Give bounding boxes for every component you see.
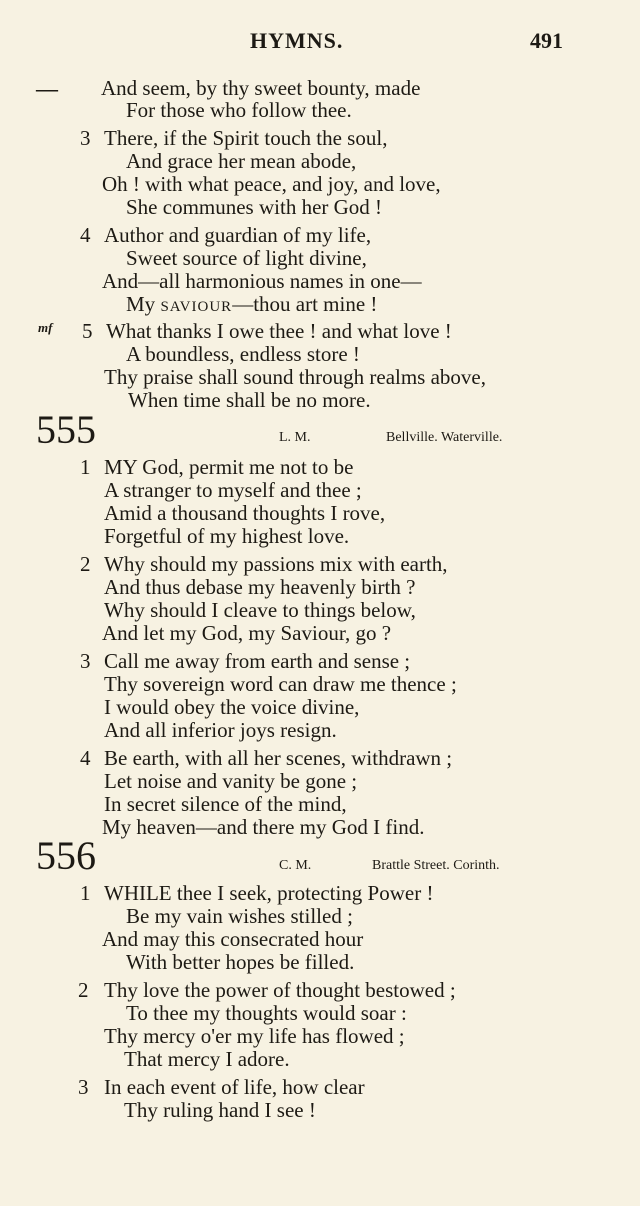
page-header [0,28,640,58]
hymn-meter: L. M. [279,430,311,445]
verse-line: To thee my thoughts would soar : [126,1001,407,1025]
hymn-meter: C. M. [279,858,312,873]
hymn-tunes: Brattle Street. Corinth. [372,858,500,873]
verse-line: Oh ! with what peace, and joy, and love, [102,172,441,196]
verse-line: I would obey the voice divine, [104,695,360,719]
verse-line: Be my vain wishes stilled ; [126,904,353,928]
verse-line: With better hopes be filled. [126,950,355,974]
verse-line: Why should I cleave to things below, [104,598,416,622]
verse-line: And grace her mean abode, [126,149,357,173]
verse-line: Thy ruling hand I see ! [124,1098,316,1122]
verse-line: Author and guardian of my life, [104,223,372,247]
verse-line: WHILE thee I seek, protecting Power ! [104,881,434,905]
stanza-number: 1 [80,455,91,479]
verse-line: Be earth, with all her scenes, withdrawn ; [104,746,453,770]
stanza-number: 3 [80,649,91,673]
verse-line: Let noise and vanity be gone ; [104,769,358,793]
verse-line: Thy love the power of thought bestowed ; [104,978,456,1002]
verse-line: Call me away from earth and sense ; [104,649,411,673]
verse-line: In each event of life, how clear [104,1075,365,1099]
hymn-number: 555 [36,407,96,452]
verse-line: Forgetful of my highest love. [104,524,350,548]
verse-text: My [126,292,161,316]
stanza-number: 4 [80,746,91,770]
stanza-number: 3 [80,126,91,150]
stanza-number: 3 [78,1075,89,1099]
stanza-number: 5 [82,319,93,343]
verse-line: For those who follow thee. [126,98,352,122]
hymn-number: 556 [36,833,96,878]
verse-line: Amid a thousand thoughts I rove, [104,501,386,525]
verse-line: A boundless, endless store ! [126,342,360,366]
verse-line: When time shall be no more. [128,388,371,412]
verse-line: And all inferior joys resign. [104,718,337,742]
stanza-number: 2 [80,552,91,576]
verse-text: —thou art mine ! [232,292,378,316]
hymn-tunes: Bellville. Waterville. [386,430,503,445]
verse-line: And seem, by thy sweet bounty, made [101,76,421,100]
verse-line: My heaven—and there my God I find. [102,815,425,839]
verse-line: That mercy I adore. [124,1047,290,1071]
stanza-number: 2 [78,978,89,1002]
verse-line: Why should my passions mix with earth, [104,552,448,576]
verse-line: MY God, permit me not to be [104,455,354,479]
verse-line: And thus debase my heavenly birth ? [104,575,416,599]
verse-small-caps: saviour [160,292,233,316]
dynamic-marking: mf [38,320,53,335]
stanza-number: 4 [80,223,91,247]
verse-line: Thy mercy o'er my life has flowed ; [104,1024,405,1048]
continuation-marker: — [36,76,58,101]
stanza-number: 1 [80,881,91,905]
verse-line [126,292,377,316]
verse-line: And let my God, my Saviour, go ? [102,621,392,645]
running-title: HYMNS. [250,28,344,53]
verse-line: A stranger to myself and thee ; [104,478,362,502]
verse-line: And may this consecrated hour [102,927,364,951]
verse-line: There, if the Spirit touch the soul, [104,126,388,150]
verse-line: Thy praise shall sound through realms above, [104,365,486,389]
verse-line: Sweet source of light divine, [126,246,367,270]
verse-line: What thanks I owe thee ! and what love ! [106,319,452,343]
page-number: 491 [530,28,563,53]
verse-line: She communes with her God ! [126,195,383,219]
verse-line: Thy sovereign word can draw me thence ; [104,672,457,696]
verse-line: In secret silence of the mind, [104,792,347,816]
verse-line: And—all harmonious names in one— [102,269,422,293]
